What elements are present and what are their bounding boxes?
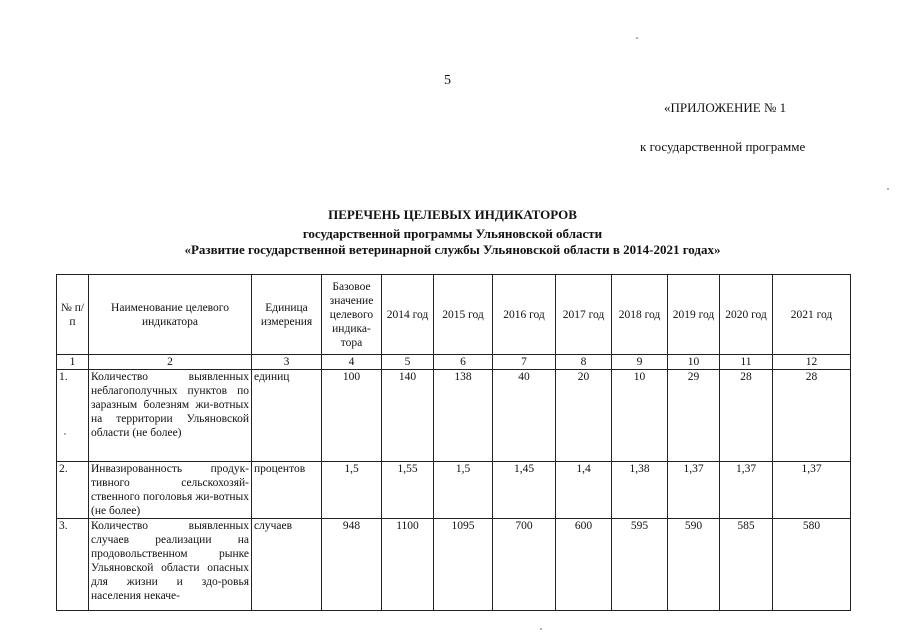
unit: единиц	[252, 370, 322, 462]
page-number: 5	[444, 73, 451, 88]
scan-speck	[64, 433, 66, 435]
value-2019: 1,37	[668, 462, 720, 519]
header-2021: 2021 год	[773, 275, 851, 355]
value-2014: 140	[382, 370, 434, 462]
header-2016: 2016 год	[493, 275, 556, 355]
header-2018: 2018 год	[612, 275, 668, 355]
value-2016: 40	[493, 370, 556, 462]
value-2021: 580	[773, 519, 851, 611]
value-2015: 138	[434, 370, 493, 462]
scan-speck	[636, 37, 638, 39]
value-2015: 1,5	[434, 462, 493, 519]
document-title: ПЕРЕЧЕНЬ ЦЕЛЕВЫХ ИНДИКАТОРОВ	[328, 207, 577, 222]
value-2017: 600	[556, 519, 612, 611]
row-number: 2.	[57, 462, 89, 519]
table-row	[57, 462, 851, 519]
base-value: 1,5	[322, 462, 382, 519]
indicator-name: Количество выявленных неблагополучных пунктов по заразным болезням жи-вотных на территории Ульяновской области (не более)	[89, 370, 252, 462]
column-number: 9	[612, 355, 668, 370]
value-2014: 1100	[382, 519, 434, 611]
appendix-subtitle: к государственной программе	[640, 139, 806, 154]
table-row	[57, 370, 851, 462]
value-2020: 585	[720, 519, 773, 611]
header-2020: 2020 год	[720, 275, 773, 355]
header-2015: 2015 год	[434, 275, 493, 355]
indicator-name: Инвазированность продук-тивного сельскохозяй-ственного поголовья жи-вотных (не более)	[89, 462, 252, 519]
unit: процентов	[252, 462, 322, 519]
header-2017: 2017 год	[556, 275, 612, 355]
program-name: «Развитие государственной ветеринарной службы Ульяновской области в 2014-2021 годах»	[184, 242, 721, 257]
unit: случаев	[252, 519, 322, 611]
value-2017: 20	[556, 370, 612, 462]
column-number: 1	[57, 355, 89, 370]
column-number: 8	[556, 355, 612, 370]
document-subtitle: государственной программы Ульяновской области	[302, 226, 603, 241]
base-value: 948	[322, 519, 382, 611]
header-num: № п/п	[57, 275, 89, 355]
value-2021: 1,37	[773, 462, 851, 519]
value-2019: 590	[668, 519, 720, 611]
value-2014: 1,55	[382, 462, 434, 519]
column-number: 4	[322, 355, 382, 370]
value-2018: 10	[612, 370, 668, 462]
column-number: 6	[434, 355, 493, 370]
appendix-title: «ПРИЛОЖЕНИЕ № 1	[664, 100, 787, 115]
column-number-row	[57, 355, 851, 370]
indicators-table	[56, 274, 851, 611]
header-2019: 2019 год	[668, 275, 720, 355]
header-unit: Единица измерения	[252, 275, 322, 355]
scan-speck	[540, 628, 542, 630]
value-2016: 1,45	[493, 462, 556, 519]
value-2018: 595	[612, 519, 668, 611]
header-name: Наименование целевого индикатора	[89, 275, 252, 355]
column-number: 3	[252, 355, 322, 370]
row-number: 1.	[57, 370, 89, 462]
value-2021: 28	[773, 370, 851, 462]
value-2020: 28	[720, 370, 773, 462]
column-number: 5	[382, 355, 434, 370]
row-number: 3.	[57, 519, 89, 611]
indicator-name: Количество выявленных случаев реализации на продовольственном рынке Ульяновской области опасных для жизни и здо-ровья населения некаче-	[89, 519, 252, 611]
header-row	[57, 275, 851, 355]
value-2020: 1,37	[720, 462, 773, 519]
column-number: 7	[493, 355, 556, 370]
scan-speck	[887, 188, 889, 190]
column-number: 11	[720, 355, 773, 370]
value-2018: 1,38	[612, 462, 668, 519]
value-2015: 1095	[434, 519, 493, 611]
value-2017: 1,4	[556, 462, 612, 519]
header-base: Базовое значение целевого индика-тора	[322, 275, 382, 355]
value-2019: 29	[668, 370, 720, 462]
column-number: 10	[668, 355, 720, 370]
header-2014: 2014 год	[382, 275, 434, 355]
column-number: 2	[89, 355, 252, 370]
table-row	[57, 519, 851, 611]
column-number: 12	[773, 355, 851, 370]
value-2016: 700	[493, 519, 556, 611]
base-value: 100	[322, 370, 382, 462]
